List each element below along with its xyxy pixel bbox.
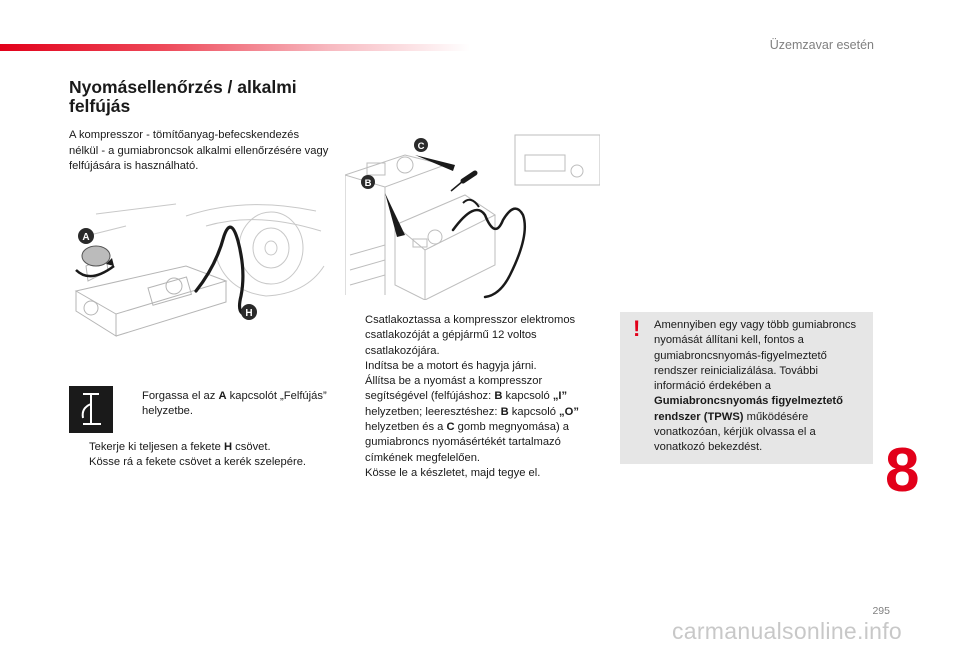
pump-pictogram bbox=[69, 386, 113, 433]
list-item: Kösse le a készletet, majd tegye el. bbox=[365, 466, 541, 479]
compressor-illustration-b bbox=[345, 125, 600, 300]
list-item: Állítsa be a nyomást a kompresszor segítségével (felfújáshoz: B kapcsoló „I” helyzetben; leeresztéshez: B kapcsoló „O” helyzetben és a C gomb megnyomása) a gumiabroncs nyomásértékét tartalmazó címkének megfelelően. bbox=[365, 375, 579, 464]
steps-hose bbox=[69, 440, 339, 471]
page-number: 295 bbox=[872, 605, 890, 617]
page-title: Nyomásellenőrzés / alkalmi felfújás bbox=[69, 77, 297, 116]
chapter-number: 8 bbox=[885, 436, 920, 505]
warning-box bbox=[620, 312, 873, 464]
warning-icon: ! bbox=[633, 316, 641, 341]
list-item: Tekerje ki teljesen a fekete H csövet. bbox=[89, 441, 271, 453]
list-item: Csatlakoztassa a kompresszor elektromos csatlakozóját a gépjármű 12 voltos csatlakozójára. bbox=[365, 314, 576, 357]
step-turn-switch bbox=[122, 389, 332, 420]
callout-b-label: B bbox=[364, 178, 372, 189]
header-accent-bar bbox=[0, 44, 470, 51]
callout-h-label: H bbox=[245, 308, 253, 319]
compressor-drawing-b bbox=[345, 125, 600, 300]
compressor-drawing-a bbox=[66, 196, 328, 346]
section-header: Üzemzavar esetén bbox=[769, 38, 874, 52]
watermark: carmanualsonline.info bbox=[671, 618, 902, 644]
warning-text: Amennyiben egy vagy több gumiabroncs nyomását állítani kell, fontos a gumiabroncsnyomás-figyelmeztető rendszer reinicializálása. További információ érdekében a Gumiabroncsnyomás figyelmeztető rendszer (TPWS) működésére vonatkozóan, kérjük olvassa el a vonatkozó bekezdést. bbox=[654, 319, 857, 454]
callout-c-label: C bbox=[417, 141, 425, 152]
intro-paragraph: A kompresszor - tömítőanyag-befecskendezés nélkül - a gumiabroncsok alkalmi ellenőrzésére vagy felfújására is használható. bbox=[69, 129, 329, 172]
list-item: Kösse rá a fekete csövet a kerék szelepére. bbox=[89, 456, 307, 469]
tyre-pump-icon bbox=[69, 386, 113, 433]
callout-a-label: A bbox=[82, 232, 90, 243]
compressor-illustration-a bbox=[66, 196, 328, 346]
steps-compressor bbox=[345, 313, 605, 481]
list-item: Forgassa el az A kapcsolót „Felfújás” helyzetbe. bbox=[142, 390, 327, 418]
list-item: Indítsa be a motort és hagyja járni. bbox=[365, 359, 537, 372]
